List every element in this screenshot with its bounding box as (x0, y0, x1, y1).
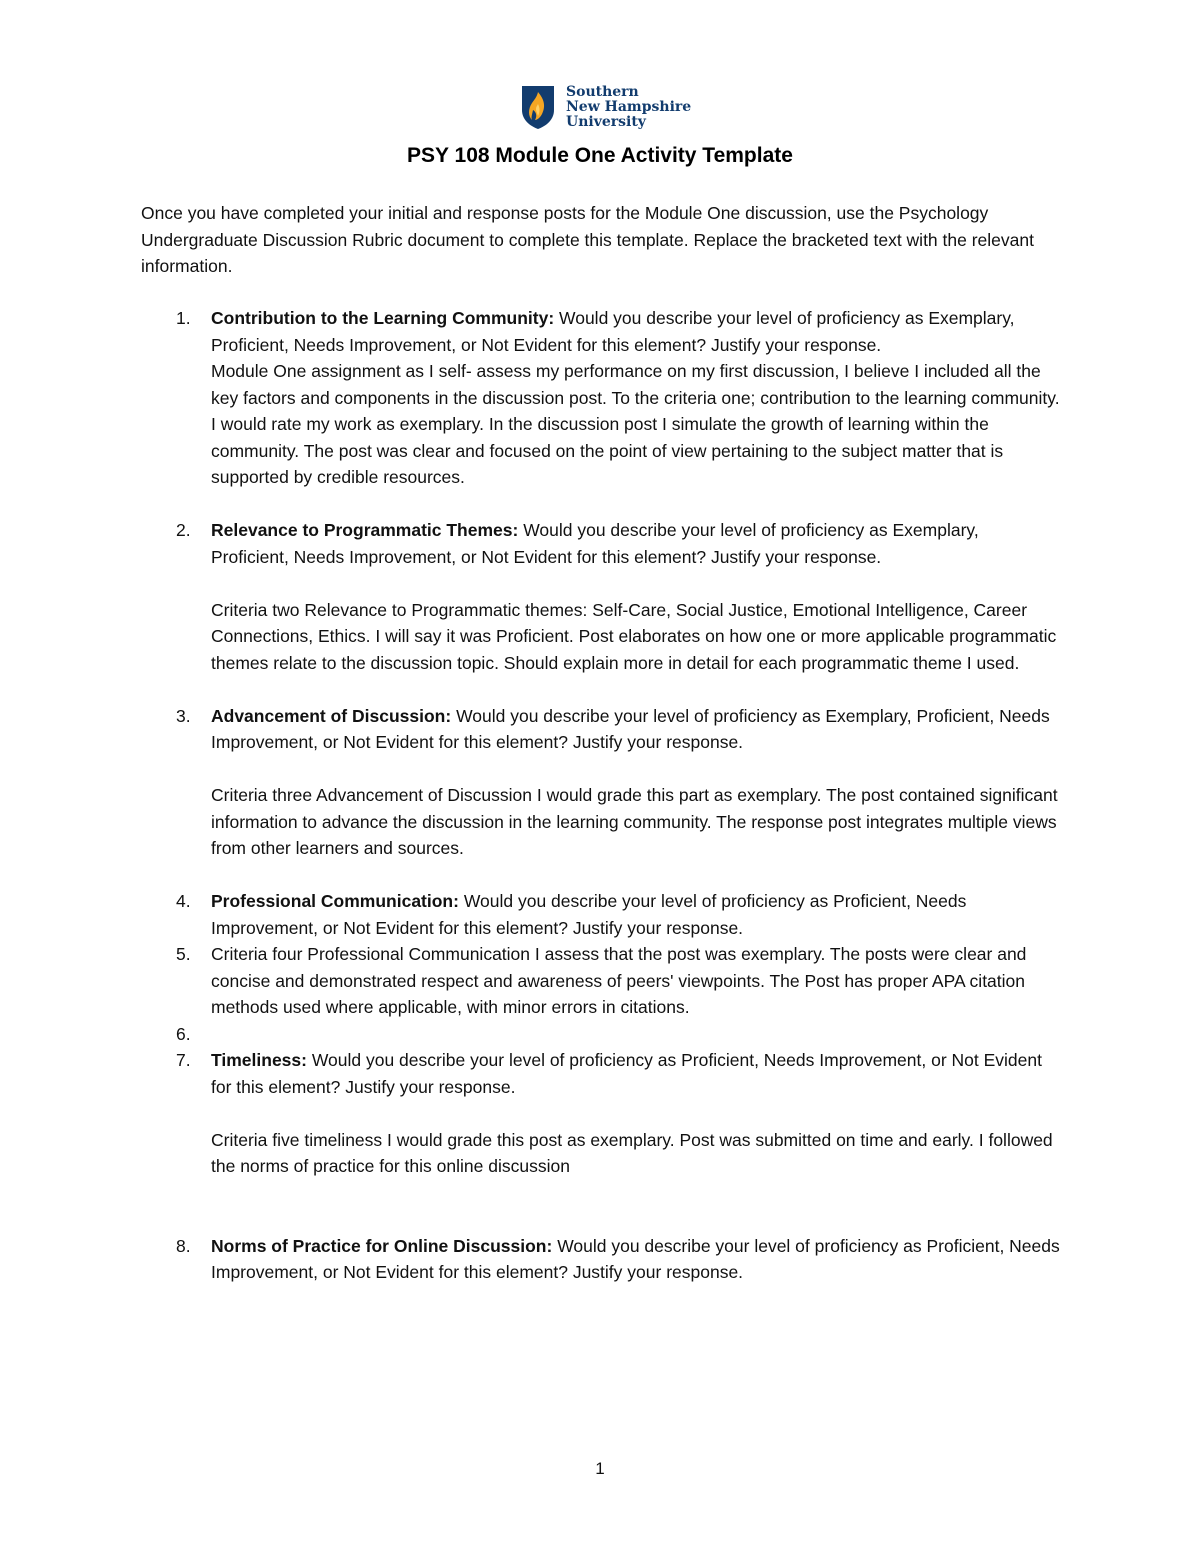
item-prompt (211, 517, 1061, 570)
item-prompt-text: Would you describe your level of proficiency as Exemplary, Proficient, Needs Improvement, or Not Evident for this element? Justify your response. (211, 705, 1050, 752)
list-item (141, 1047, 1061, 1180)
logo-line-1: Southern (566, 84, 639, 100)
item-heading: Contribution to the Learning Community: (211, 308, 555, 328)
item-prompt-text: Would you describe your level of proficiency as Proficient, Needs Improvement, or Not Evident for this element? Justify your response. (211, 1235, 1060, 1282)
item-heading: Norms of Practice for Online Discussion: (211, 1235, 553, 1256)
rubric-list (141, 305, 1061, 1286)
item-prompt (211, 1233, 1061, 1286)
item-heading: Advancement of Discussion: (211, 705, 452, 726)
item-number: 2. (176, 520, 191, 540)
list-item (141, 1021, 1061, 1048)
list-item (141, 888, 1061, 941)
item-prompt (211, 1047, 1061, 1100)
logo-line-2: New Hampshire (566, 99, 692, 115)
item-heading: Timeliness: (211, 1050, 307, 1070)
item-number: 7. (176, 1050, 191, 1070)
item-number: 3. (176, 705, 191, 726)
item-prompt-text: Would you describe your level of proficiency as Exemplary, Proficient, Needs Improvement, or Not Evident for this element? Justify your response. (211, 520, 979, 567)
item-prompt (211, 703, 1061, 756)
item-number: 6. (176, 1023, 191, 1044)
list-item (141, 703, 1061, 862)
item-prompt-text: Would you describe your level of proficiency as Proficient, Needs Improvement, or Not Evident for this element? Justify your response. (211, 891, 967, 938)
document-title: PSY 108 Module One Activity Template (407, 144, 793, 167)
item-number: 4. (176, 891, 191, 911)
page-number: 1 (595, 1459, 605, 1478)
item-heading: Relevance to Programmatic Themes: (211, 520, 519, 540)
item-number: 5. (176, 944, 191, 964)
item-answer: Module One assignment as I self- assess my performance on my first discussion, I believe I included all the key factors and components in the discussion post. To the criteria one; contribution to the learning community. I would rate my work as exemplary. In the discussion post I simulate the growth of learning within the community. The post was clear and focused on the point of view pertaining to the subject matter that is supported by credible resources. (211, 361, 1060, 487)
item-answer: Criteria five timeliness I would grade this post as exemplary. Post was submitted on time and early. I followed the norms of practice for this online discussion (211, 1129, 1053, 1176)
item-number: 8. (176, 1235, 191, 1256)
item-prompt (211, 305, 1061, 358)
logo-line-3: University (566, 114, 646, 130)
intro-paragraph: Once you have completed your initial and response posts for the Module One discussion, use the Psychology Undergraduate Discussion Rubric document to complete this template. Replace the bracketed text with the relevant information. (141, 203, 1034, 276)
list-item (141, 305, 1061, 491)
item-prompt (211, 888, 1061, 941)
item-prompt-text: Would you describe your level of proficiency as Proficient, Needs Improvement, or Not Evident for this element? Justify your response. (211, 1050, 1042, 1097)
item-answer: Criteria three Advancement of Discussion I would grade this part as exemplary. The post contained significant information to advance the discussion in the learning community. The response post integrates multiple views from other learners and sources. (211, 785, 1058, 858)
logo-wordmark (566, 85, 691, 130)
item-answer: Criteria two Relevance to Programmatic themes: Self-Care, Social Justice, Emotional Intelligence, Career Connections, Ethics. I will say it was Proficient. Post elaborates on how one or more applicable programmatic themes relate to the discussion topic. Should explain more in detail for each programmatic theme I used. (211, 599, 1057, 673)
item-prompt-text: Would you describe your level of proficiency as Exemplary, Proficient, Needs Improvement, or Not Evident for this element? Justify your response. (211, 308, 1015, 355)
shield-flame-icon (520, 84, 556, 130)
university-logo (520, 84, 691, 130)
list-item (141, 1233, 1061, 1286)
list-item (141, 941, 1061, 1021)
item-text: Criteria four Professional Communication I assess that the post was exemplary. The posts were clear and concise and demonstrated respect and awareness of peers' viewpoints. The Post has proper APA citation methods used where applicable, with minor errors in citations. (211, 944, 1027, 1017)
item-heading: Professional Communication: (211, 891, 459, 911)
item-empty (211, 1021, 1061, 1048)
list-item (141, 517, 1061, 676)
item-number: 1. (176, 308, 191, 328)
